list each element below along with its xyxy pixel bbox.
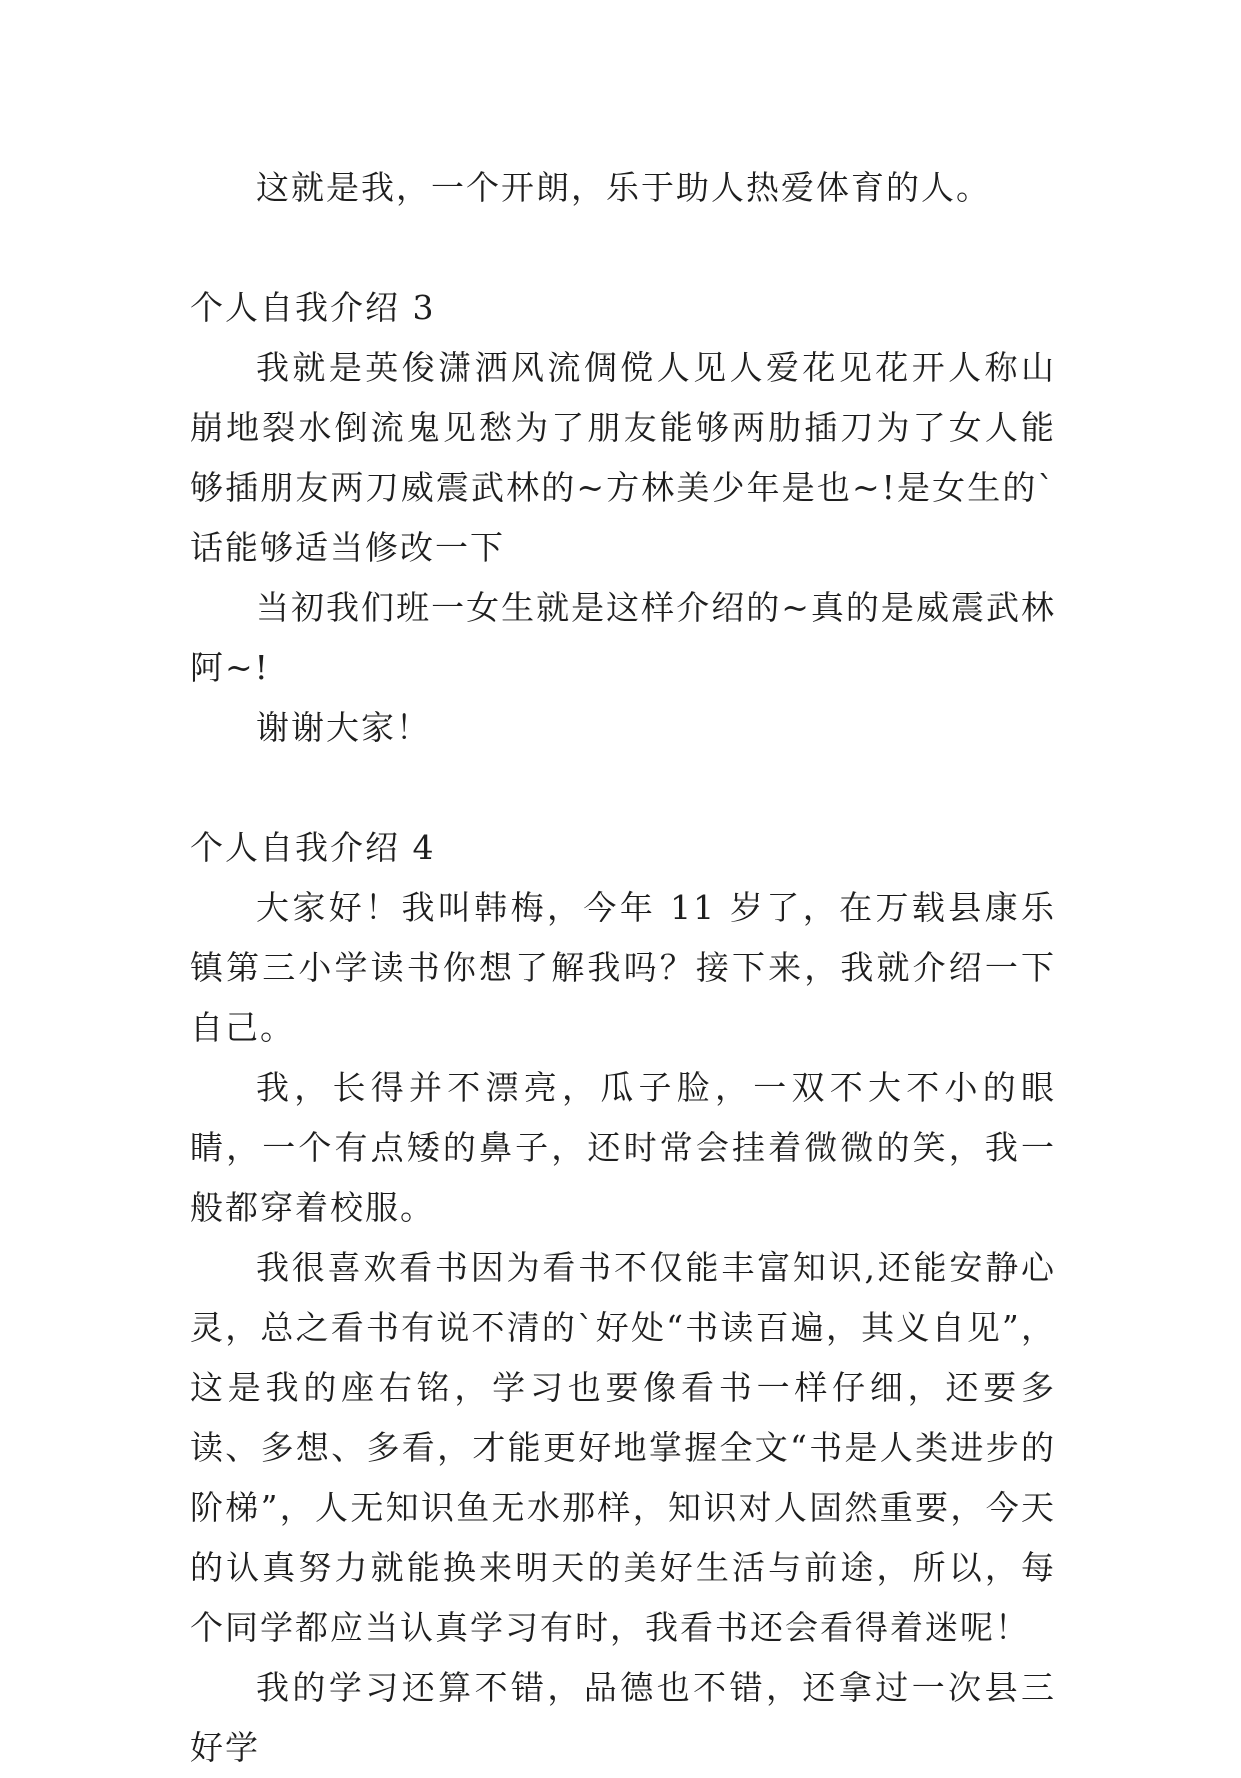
paragraph: 我就是英俊潇洒风流倜傥人见人爱花见花开人称山崩地裂水倒流鬼见愁为了朋友能够两肋插刀为了女人能够插朋友两刀威震武林的~方林美少年是也~!是女生的`话能够适当修改一下: [190, 348, 1056, 567]
paragraph: 大家好！我叫韩梅，今年 11 岁了，在万载县康乐镇第三小学读书你想了解我吗？接下来，我就介绍一下自己。: [190, 888, 1056, 1047]
paragraph: 这就是我，一个开朗，乐于助人热爱体育的人。: [256, 168, 991, 207]
paragraph: 当初我们班一女生就是这样介绍的~真的是威震武林阿~!: [190, 588, 1056, 687]
paragraph: 我很喜欢看书因为看书不仅能丰富知识,还能安静心灵，总之看书有说不清的`好处“书读百遍，其义自见”，这是我的座右铭，学习也要像看书一样仔细，还要多读、多想、多看，才能更好地掌握全文“书是人类进步的阶梯”，人无知识鱼无水那样，知识对人固然重要，今天的认真努力就能换来明天的美好生活与前途，所以，每个同学都应当认真学习有时，我看书还会看得着迷呢！: [190, 1248, 1056, 1647]
section-heading-4: 个人自我介绍 4: [190, 828, 436, 867]
paragraph: 我的学习还算不错，品德也不错，还拿过一次县三好学: [190, 1668, 1056, 1767]
document-body: [190, 158, 1056, 1778]
spacer: [190, 218, 1056, 278]
spacer: [190, 758, 1056, 818]
paragraph: 谢谢大家！: [256, 708, 431, 747]
paragraph: 我，长得并不漂亮，瓜子脸，一双不大不小的眼睛，一个有点矮的鼻子，还时常会挂着微微的笑，我一般都穿着校服。: [190, 1068, 1056, 1227]
section-heading-3: 个人自我介绍 3: [190, 288, 436, 327]
